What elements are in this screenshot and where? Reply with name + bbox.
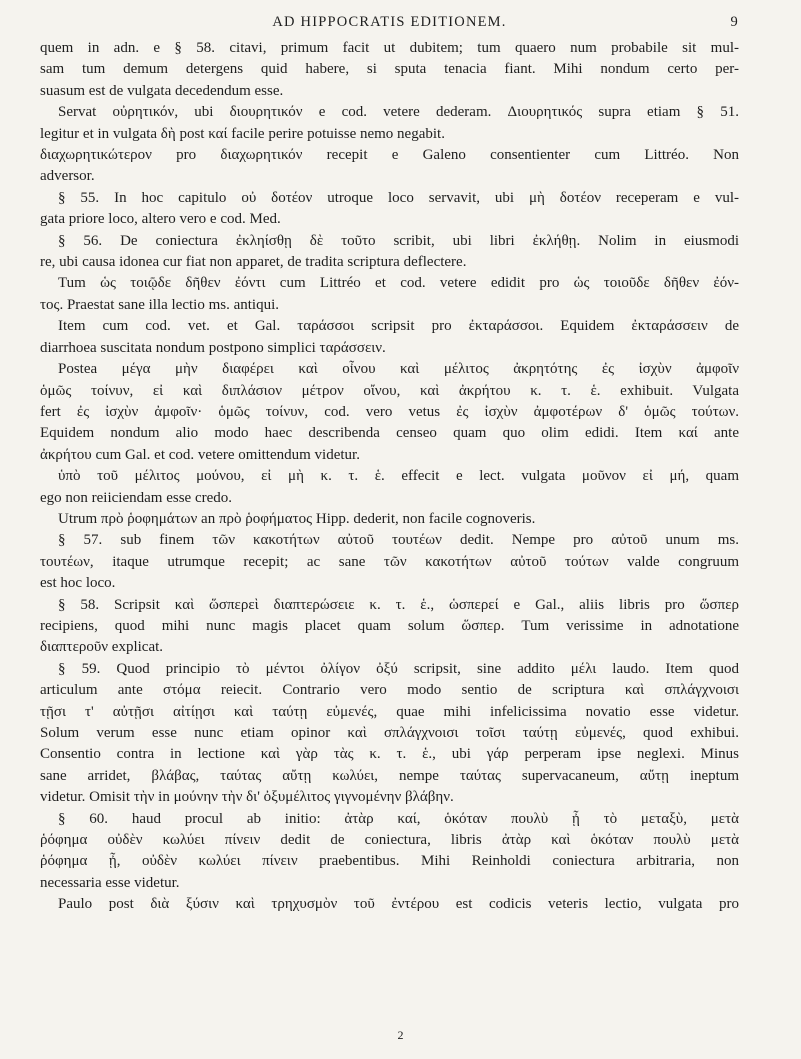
text-line: Utrum πρὸ ῥοφημάτων an πρὸ ῥοφήματος Hipp. dederit, non facile cognoveris. — [58, 510, 536, 527]
text-line: legitur et in vulgata δὴ post καί facile perire potuisse nemo negabit. — [40, 125, 445, 142]
text-line: διαπτεροῦν explicat. — [40, 639, 164, 656]
text-line: sam tum demum detergens quid habere, si sputa tenacia fiant. Mihi nondum certo per- — [40, 61, 739, 78]
signature-mark: 2 — [397, 1028, 404, 1042]
text-line: Paulo post διὰ ξύσιν καὶ τρηχυσμὸν τοῦ ἐντέρου est codicis veteris lectio, vulgata pro — [58, 896, 739, 913]
text-line: ῥόφημα ᾖ, οὐδὲν κωλύει πίνειν praebentibus. Mihi Reinholdi coniectura arbitraria, non — [40, 853, 739, 870]
text-line: Equidem nondum alio modo haec describenda censeo quam quo olim edidi. Item καί ante — [40, 425, 739, 442]
text-line: Solum verum esse nunc etiam opinor καὶ σπλάγχνοισι τοῖσι ταύτῃ εὐμενές, quod exhibui. — [40, 725, 739, 741]
text-line: Tum ὡς τοιῷδε δῆθεν ἐόντι cum Littréo et cod. vetere edidit pro ὡς τοιοῦδε δῆθεν ἐόν- — [58, 275, 739, 292]
text-line: sane arridet, βλάβας, ταύτας αὔτῃ κωλύει, nempe ταύτας supervacaneum, αὔτῃ ineptum — [40, 767, 739, 784]
text-line: Postea μέγα μὴν διαφέρει καὶ οἶνου καὶ μέλιτος ἀκρητότης ἐς ἰσχὺν ἀμφοῖν — [58, 361, 739, 378]
text-line: Consentio contra in lectione καὶ γὰρ τὰς κ. τ. ἑ., ubi γάρ perperam ipse neglexi. Minus — [40, 746, 739, 763]
text-line: Servat οὐρητικόν, ubi διουρητικόν e cod. vetere dederam. Διουρητικός supra etiam § 51. — [58, 104, 739, 121]
running-header-title: AD HIPPOCRATIS EDITIONEM. — [272, 14, 507, 30]
text-line: τῇσι τ' αὐτῇσι αἰτίῃσι καὶ ταύτῃ εὐμενές, quae mihi infelicissima novatio esse videtur. — [40, 703, 739, 720]
text-line: fert ἐς ἰσχὺν ἀμφοῖν· ὁμῶς τοίνυν, cod. vero vetus ἐς ἰσχὺν ἀμφοτέρων δ' ὁμῶς τούτων. — [40, 403, 739, 420]
text-line: § 58. Scripsit καὶ ὥσπερεὶ διαπτερώσειε κ. τ. ἑ., ὡσπερεί e Gal., aliis libris pro ὥσπερ — [58, 596, 739, 613]
page-number: 9 — [730, 14, 739, 30]
running-header — [40, 8, 739, 36]
text-line: re, ubi causa idonea cur fiat non apparet, de tradita scriptura deflectere. — [40, 254, 467, 271]
text-line: suasum est de vulgata decedendum esse. — [40, 82, 284, 99]
text-line: ῥόφημα οὐδὲν κωλύει πίνειν dedit de coniectura, libris ἀτὰρ καὶ ὁκόταν πουλὺ μετὰ — [40, 832, 739, 849]
text-line: recipiens, quod mihi nunc magis placet quam solum ὥσπερ. Tum verissime in adnotatione — [40, 617, 739, 634]
text-line: § 60. haud procul ab initio: ἀτὰρ καί, ὁκόταν πουλὺ ᾖ τὸ μεταξὺ, μετὰ — [58, 810, 739, 827]
text-line: ego non reiiciendam esse credo. — [40, 489, 233, 506]
text-line: necessaria esse videtur. — [40, 874, 180, 891]
text-line: τουτέων, itaque utrumque recepit; ac sane τῶν κακοτήτων αὐτοῦ τούτων valde congruum — [40, 553, 739, 570]
text-line: Item cum cod. vet. et Gal. ταράσσοι scripsit pro ἐκταράσσοι. Equidem ἐκταράσσειν de — [58, 318, 739, 335]
text-line: ἀκρήτου cum Gal. et cod. vetere omittendum videtur. — [40, 446, 360, 463]
text-line: ὑπὸ τοῦ μέλιτος μούνου, εἰ μὴ κ. τ. ἑ. effecit e lect. vulgata μοῦνον εἰ μή, quam — [58, 468, 739, 485]
text-line: gata priore loco, altero vero e cod. Med. — [40, 211, 281, 228]
text-line: διαχωρητικώτερον pro διαχωρητικόν recepit e Galeno consentienter cum Littréo. Non — [40, 147, 739, 164]
text-line: videtur. Omisit τὴν in μούνην τὴν δι' ὀξυμέλιτος γιγνομένην βλάβην. — [40, 789, 454, 806]
text-line: adversor. — [40, 168, 95, 185]
text-line: est hoc loco. — [40, 575, 116, 592]
body-text — [40, 38, 739, 916]
text-line: § 59. Quod principio τὸ μέντοι ὀλίγον ὀξύ scripsit, sine addito μέλι laudo. Item quod — [58, 660, 739, 677]
text-line: § 57. sub finem τῶν κακοτήτων αὐτοῦ τουτέων dedit. Nempe pro αὐτοῦ unum ms. — [58, 532, 739, 549]
text-line: § 55. In hoc capitulo οὐ δοτέον utroque loco servavit, ubi μὴ δοτέον receperam e vul- — [58, 189, 739, 206]
text-line: articulum ante στόμα reiecit. Contrario vero modo sentio de scriptura καὶ σπλάγχνοισι — [40, 682, 739, 699]
text-line: ὁμῶς τοίνυν, εἰ καὶ διπλάσιον μέτρον οἴνου, καὶ ἀκρήτου κ. τ. ἑ. exhibuit. Vulgata — [40, 382, 739, 399]
text-line: τος. Praestat sane illa lectio ms. antiqui. — [40, 296, 279, 313]
text-line: § 56. De coniectura ἐκληίσθῃ δὲ τοῦτο scribit, ubi libri ἐκλήθῃ. Nolim in eiusmodi — [58, 232, 739, 249]
text-line: diarrhoea suscitata nondum postpono simplici ταράσσειν. — [40, 339, 386, 356]
text-line: quem in adn. e § 58. citavi, primum facit ut dubitem; tum quaero num probabile sit mul- — [40, 40, 739, 56]
